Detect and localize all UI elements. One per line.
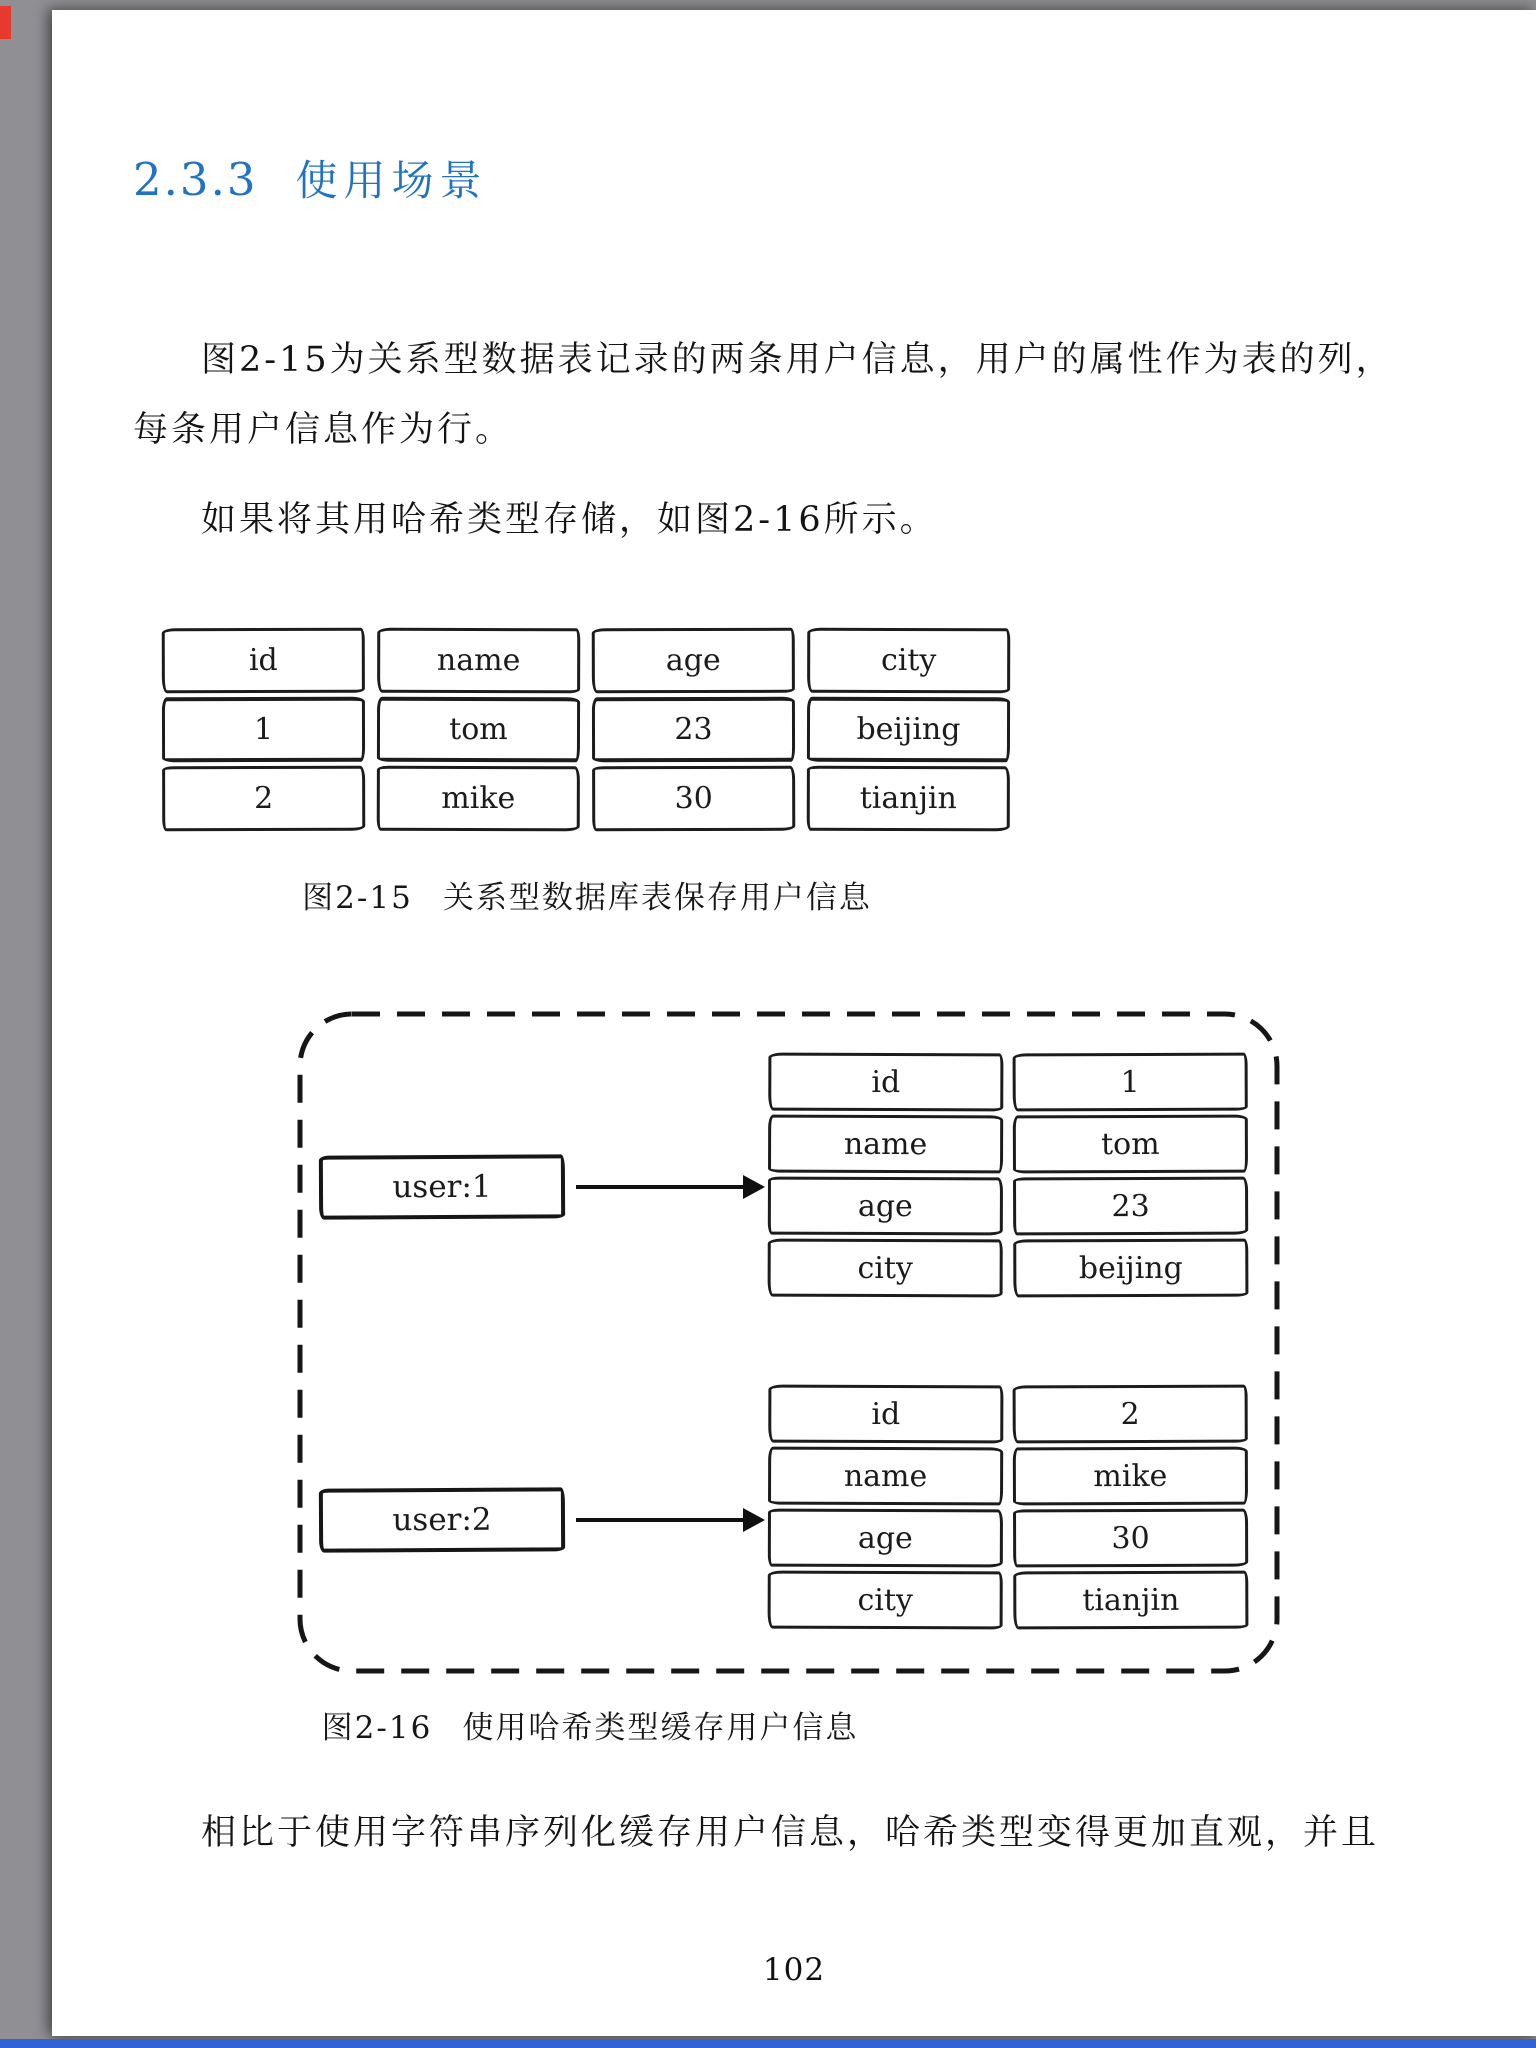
- fig16-caption-text: 使用哈希类型缓存用户信息: [462, 1710, 859, 1746]
- section-heading: [133, 148, 488, 208]
- field-cell: city: [768, 1239, 1003, 1298]
- fig15-column-id: [162, 628, 366, 832]
- table-cell: tom: [377, 697, 580, 763]
- table-cell: 23: [592, 697, 795, 763]
- page-number: 102: [762, 1952, 826, 1988]
- fig15-relational-table: [162, 628, 1010, 831]
- table-header-cell: age: [592, 628, 795, 694]
- field-cell: name: [768, 1115, 1003, 1174]
- fig15-caption-label: 图2-15: [302, 880, 413, 916]
- user1-hash-table: [768, 1053, 1248, 1297]
- book-page: [52, 10, 1536, 2036]
- table-header-cell: name: [377, 628, 580, 694]
- field-cell: id: [768, 1385, 1003, 1444]
- fig15-column-name: [377, 628, 581, 832]
- field-cell: city: [768, 1571, 1003, 1630]
- section-number: 2.3.3: [133, 153, 258, 206]
- user1-key-box: user:1: [319, 1154, 565, 1219]
- field-cell: name: [768, 1447, 1003, 1506]
- fig15-column-city: [807, 628, 1011, 832]
- value-cell: beijing: [1013, 1239, 1248, 1298]
- field-cell: id: [768, 1053, 1003, 1112]
- arrow-right-icon: [576, 1518, 744, 1522]
- value-column: [1013, 1385, 1249, 1630]
- arrow-right-icon: [576, 1185, 744, 1189]
- fig16-hash-diagram: [296, 1010, 1281, 1675]
- paragraph-3: 相比于使用字符串序列化缓存用户信息，哈希类型变得更加直观，并且: [201, 1813, 1380, 1853]
- user2-hash-table: [768, 1385, 1248, 1629]
- user2-key-box: user:2: [319, 1487, 565, 1552]
- value-cell: 23: [1013, 1177, 1248, 1236]
- value-cell: mike: [1013, 1447, 1248, 1506]
- table-cell: 2: [162, 766, 365, 832]
- fig16-caption-label: 图2-16: [321, 1710, 433, 1746]
- table-header-cell: city: [807, 628, 1010, 694]
- section-title: 使用场景: [295, 156, 488, 205]
- value-cell: tom: [1013, 1115, 1248, 1174]
- table-cell: tianjin: [807, 766, 1010, 832]
- field-column: [768, 1385, 1004, 1630]
- bookmark-red-bar: [0, 6, 11, 39]
- field-column: [768, 1053, 1004, 1298]
- field-cell: age: [768, 1509, 1003, 1568]
- value-column: [1013, 1053, 1249, 1298]
- fig15-caption: [162, 872, 1012, 917]
- table-cell: beijing: [807, 697, 1010, 763]
- fig15-column-age: [592, 628, 796, 832]
- fig16-caption: [162, 1702, 1018, 1747]
- paragraph-1-line-1: 图2-15为关系型数据表记录的两条用户信息，用户的属性作为表的列，: [201, 340, 1394, 380]
- bottom-progress-bar: [0, 2039, 1536, 2048]
- value-cell: tianjin: [1013, 1571, 1248, 1630]
- field-cell: age: [768, 1177, 1003, 1236]
- table-header-cell: id: [162, 628, 365, 694]
- paragraph-2: 如果将其用哈希类型存储，如图2-16所示。: [201, 500, 938, 540]
- value-cell: 2: [1013, 1385, 1248, 1444]
- fig15-caption-text: 关系型数据库表保存用户信息: [442, 880, 872, 916]
- value-cell: 1: [1013, 1053, 1248, 1112]
- table-cell: mike: [377, 766, 580, 832]
- table-cell: 30: [592, 766, 795, 832]
- table-cell: 1: [162, 697, 365, 763]
- paragraph-1-line-2: 每条用户信息作为行。: [133, 410, 514, 450]
- value-cell: 30: [1013, 1509, 1248, 1568]
